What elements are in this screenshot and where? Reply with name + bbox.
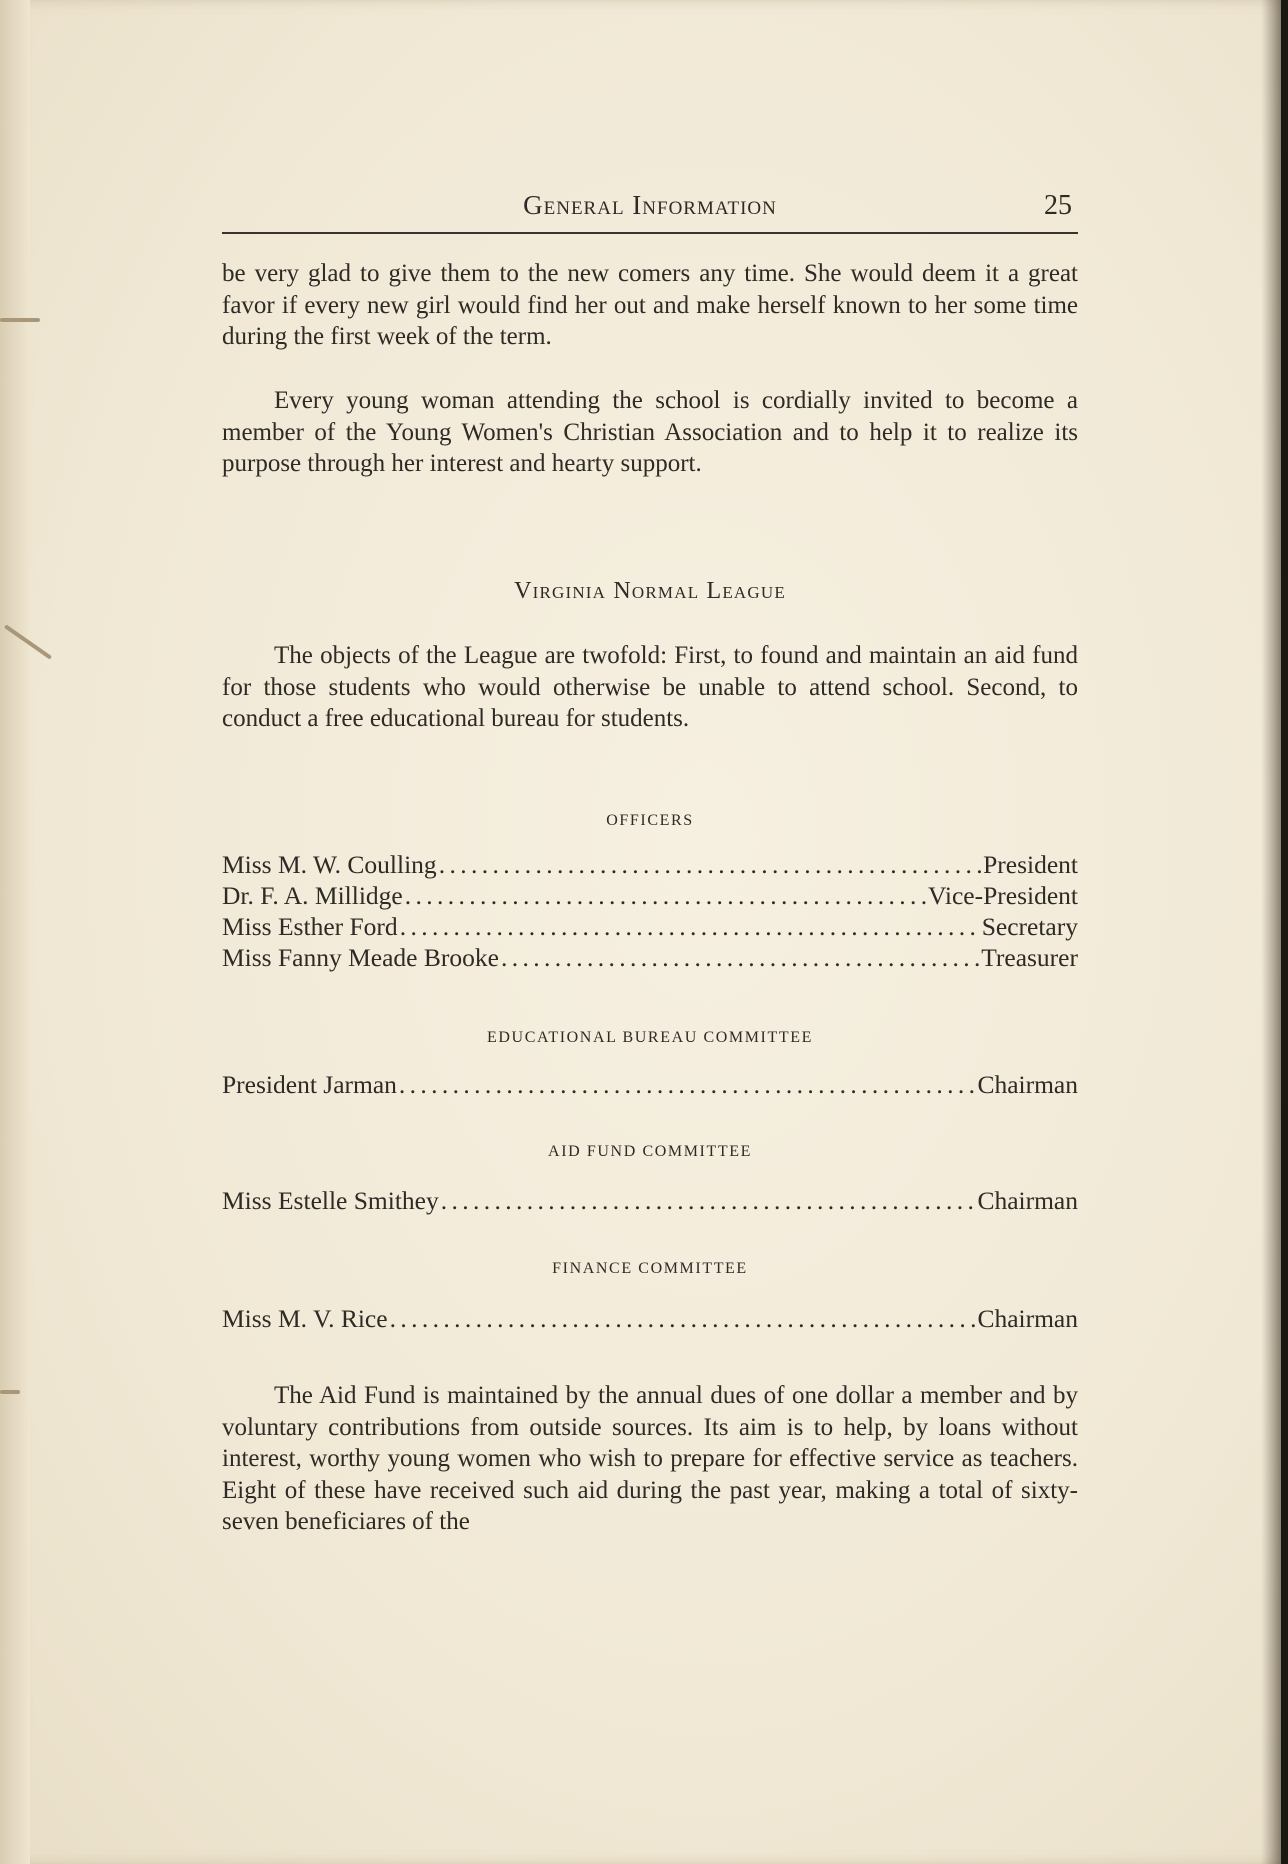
dot-leader: [441, 1186, 976, 1216]
paragraph-1-text: be very glad to give them to the new comers any time. She would deem it a great favor if every new girl would find her out and make herself known to her some time during the first week of the term.: [222, 260, 1078, 350]
officer-name: Miss Esther Ford: [222, 912, 398, 941]
dot-leader: [399, 1070, 976, 1100]
paragraph-2-text: Every young woman attending the school is cordially invited to become a member of the Young Women's Christian Association and to help it to realize its purpose through her interest and hearty support.: [222, 387, 1078, 477]
paper-fray-mark: [0, 1390, 20, 1394]
running-title: General Information: [523, 190, 777, 220]
officer-row: [222, 881, 1078, 912]
officer-role: Secretary: [981, 912, 1078, 941]
paragraph-2: [222, 385, 1078, 480]
page-number: 25: [1044, 190, 1072, 221]
dot-leader: [501, 943, 979, 973]
officer-row: [222, 912, 1078, 943]
committee-list: [222, 1070, 1078, 1101]
paper-fray-mark: [0, 318, 40, 322]
officer-role: Vice-President: [928, 881, 1078, 910]
committee-row: [222, 1186, 1078, 1217]
page-edge-shadow: [1261, 0, 1281, 1864]
committee-heading: EDUCATIONAL BUREAU COMMITTEE: [487, 1029, 813, 1046]
committee-member-name: Miss Estelle Smithey: [222, 1186, 439, 1215]
committee-heading: AID FUND COMMITTEE: [548, 1143, 752, 1160]
dot-leader: [400, 912, 980, 942]
committee-heading: FINANCE COMMITTEE: [552, 1260, 748, 1277]
committee-row: [222, 1070, 1078, 1101]
dot-leader: [390, 1304, 976, 1334]
running-header: [222, 190, 1078, 230]
committee-role: Chairman: [977, 1070, 1078, 1099]
dot-leader: [405, 881, 926, 911]
section-heading-league: Virginia Normal League: [514, 578, 786, 604]
committee-member-name: Miss M. V. Rice: [222, 1304, 388, 1333]
committee-list: [222, 1186, 1078, 1217]
header-rule: [222, 232, 1078, 234]
officer-name: Miss M. W. Coulling: [222, 850, 437, 879]
officer-name: Dr. F. A. Millidge: [222, 881, 403, 910]
committee-row: [222, 1304, 1078, 1335]
officers-list: [222, 850, 1078, 974]
committee-role: Chairman: [977, 1304, 1078, 1333]
officer-row: [222, 943, 1078, 974]
paragraph-4-text: The Aid Fund is maintained by the annual dues of one dollar a member and by voluntary contributions from outside sources. Its aim is to help, by loans without interest, worthy young women who wish to prepare for effective service as teachers. Eight of these have received such aid during the past year, making a total of sixty-seven beneficiares of the: [222, 1382, 1078, 1535]
officer-row: [222, 850, 1078, 881]
paragraph-3: [222, 640, 1078, 735]
officer-role: Treasurer: [981, 943, 1078, 972]
officer-name: Miss Fanny Meade Brooke: [222, 943, 499, 972]
paragraph-1: [222, 258, 1078, 353]
officer-role: President: [983, 850, 1078, 879]
officers-heading: OFFICERS: [606, 812, 694, 829]
committee-member-name: President Jarman: [222, 1070, 397, 1099]
paragraph-3-text: The objects of the League are twofold: First, to found and maintain an aid fund for those students who would otherwise be unable to attend school. Second, to conduct a free educational bureau for students.: [222, 642, 1078, 732]
paragraph-4: [222, 1380, 1078, 1538]
dot-leader: [439, 850, 981, 880]
committee-role: Chairman: [977, 1186, 1078, 1215]
page-deckle-edge: [0, 0, 30, 1864]
committee-list: [222, 1304, 1078, 1335]
